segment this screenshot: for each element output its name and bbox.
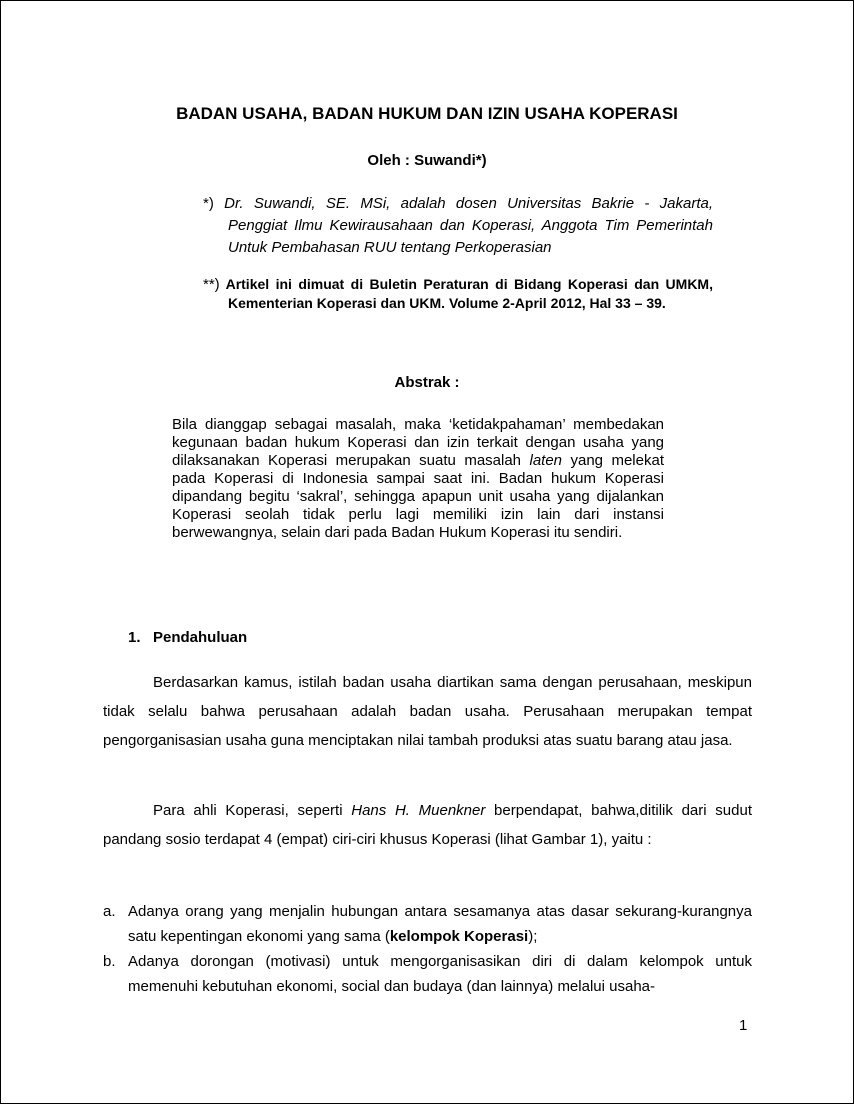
page-number: 1 xyxy=(739,1017,748,1034)
list-item xyxy=(103,899,752,949)
abstract-text: Bila dianggap sebagai masalah, maka ‘ketidakpahaman’ membedakan kegunaan badan hukum Koperasi dan izin terkait dengan usaha yang dilaksanakan Koperasi merupakan suatu masalah xyxy=(172,416,664,469)
document-title: BADAN USAHA, BADAN HUKUM DAN IZIN USAHA KOPERASI xyxy=(176,104,678,123)
characteristics-list xyxy=(103,899,752,999)
paragraph xyxy=(103,796,752,854)
abstract-heading: Abstrak : xyxy=(394,374,460,391)
footnote-marker: **) xyxy=(203,276,220,293)
footnote-marker: *) xyxy=(203,195,214,212)
footnote-author-bio xyxy=(203,193,713,259)
list-item-suffix: ); xyxy=(528,928,538,945)
paragraph-text: berpendapat, bahwa,ditilik dari sudut pandang sosio terdapat 4 (empat) ciri-ciri khusus Koperasi (lihat Gambar 1), yaitu : xyxy=(103,802,752,848)
paragraph-text: Para ahli Koperasi, seperti xyxy=(153,802,352,819)
footnote-publication xyxy=(203,275,713,312)
section-heading xyxy=(128,629,247,646)
section-title: Pendahuluan xyxy=(153,629,248,646)
list-item-bold: kelompok Koperasi xyxy=(389,928,529,945)
abstract-italic-term: laten xyxy=(529,452,563,469)
list-marker: b. xyxy=(103,953,116,970)
list-item xyxy=(103,949,752,999)
footnote-text: Artikel ini dimuat di Buletin Peraturan di Bidang Koperasi dan UMKM, Kementerian Koperasi dan UKM. Volume 2-April 2012, Hal 33 – 39. xyxy=(225,276,713,311)
abstract-text: yang melekat pada Koperasi di Indonesia sampai saat ini. Badan hukum Koperasi dipandang begitu ‘sakral’, sehingga apapun unit usaha yang dijalankan Koperasi seolah tidak perlu lagi memiliki izin lain dari instansi berwewangnya, selain dari pada Badan Hukum Koperasi itu sendiri. xyxy=(172,452,664,541)
section-number: 1. xyxy=(128,629,141,646)
footnote-text: Dr. Suwandi, SE. MSi, adalah dosen Universitas Bakrie - Jakarta, Penggiat Ilmu Kewirausahaan dan Koperasi, Anggota Tim Pemerintah Untuk Pembahasan RUU tentang Perkoperasian xyxy=(224,195,713,256)
paragraph: Berdasarkan kamus, istilah badan usaha diartikan sama dengan perusahaan, meskipun tidak selalu bahwa perusahaan adalah badan usaha. Perusahaan merupakan tempat pengorganisasian usaha guna menciptakan nilai tambah produksi atas suatu barang atau jasa. xyxy=(103,674,752,749)
list-item-text: Adanya orang yang menjalin hubungan antara sesamanya atas dasar sekurang-kurangnya satu kepentingan ekonomi yang sama ( xyxy=(128,903,752,945)
abstract-body xyxy=(172,416,664,542)
paragraph-italic-name: Hans H. Muenkner xyxy=(351,802,486,819)
list-item-text: Adanya dorongan (motivasi) untuk mengorganisasikan diri di dalam kelompok untuk memenuhi kebutuhan ekonomi, social dan budaya (dan lainnya) melalui usaha- xyxy=(128,953,752,995)
list-marker: a. xyxy=(103,903,116,920)
author-line: Oleh : Suwandi*) xyxy=(367,152,487,169)
